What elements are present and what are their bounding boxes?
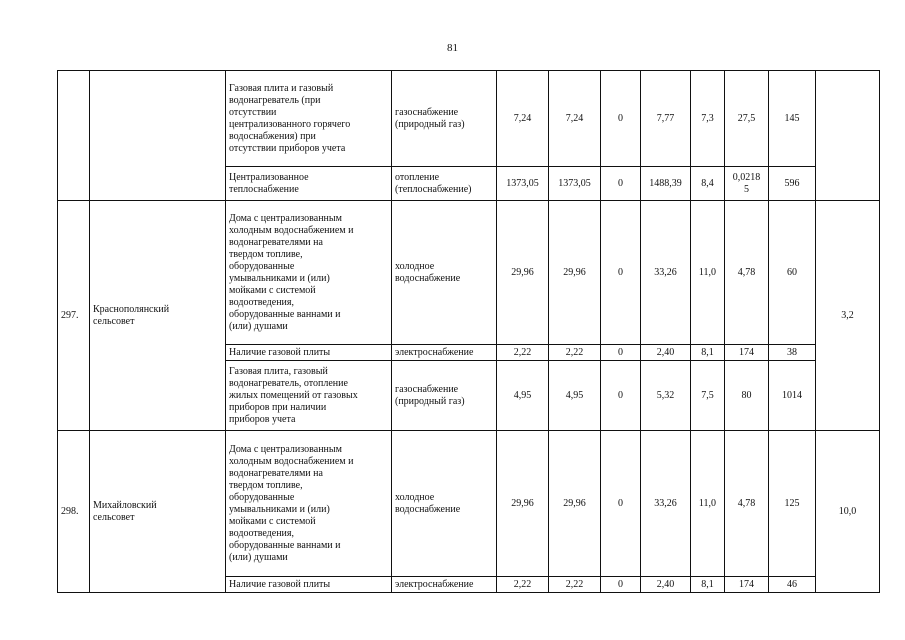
value-cell: 29,96: [549, 431, 601, 577]
utilization-description: Централизованное теплоснабжение: [226, 167, 392, 201]
value-cell: 0: [601, 167, 641, 201]
value-cell: 80: [725, 361, 769, 431]
table-row: [58, 431, 880, 577]
page-number: 81: [447, 42, 458, 54]
value-cell: 0: [601, 361, 641, 431]
value-cell: 0: [601, 201, 641, 345]
value-cell: 33,26: [641, 431, 691, 577]
value-cell: 7,3: [691, 71, 725, 167]
value-cell: 1014: [769, 361, 816, 431]
settlement-name: [90, 71, 226, 201]
value-cell: 8,1: [691, 345, 725, 361]
row-index: [58, 71, 90, 201]
value-cell: 7,77: [641, 71, 691, 167]
service-type: отопление (теплоснабжение): [392, 167, 497, 201]
value-cell: 1373,05: [497, 167, 549, 201]
settlement-name: Краснополянский сельсовет: [90, 201, 226, 431]
row-index: 298.: [58, 431, 90, 593]
service-type: электроснабжение: [392, 577, 497, 593]
service-type: газоснабжение (природный газ): [392, 361, 497, 431]
row-index: 297.: [58, 201, 90, 431]
service-type: газоснабжение (природный газ): [392, 71, 497, 167]
value-cell: 60: [769, 201, 816, 345]
tariff-table: [57, 70, 880, 593]
value-cell: 4,95: [497, 361, 549, 431]
value-cell: 0,0218 5: [725, 167, 769, 201]
value-cell: 145: [769, 71, 816, 167]
value-cell: 125: [769, 431, 816, 577]
value-cell: 174: [725, 345, 769, 361]
value-cell: 7,24: [549, 71, 601, 167]
value-cell: 5,32: [641, 361, 691, 431]
utilization-description: Дома с централизованным холодным водоснабжением и водонагревателями на твердом топливе, оборудованные умывальниками и (или) мойками с системой водоотведения, оборудованные ваннами и (или) душами: [226, 431, 392, 577]
service-type: электроснабжение: [392, 345, 497, 361]
utilization-description: Газовая плита, газовый водонагреватель, отопление жилых помещений от газовых приборов при наличии приборов учета: [226, 361, 392, 431]
value-cell: 8,4: [691, 167, 725, 201]
value-cell: 33,26: [641, 201, 691, 345]
value-cell: 596: [769, 167, 816, 201]
value-cell: 11,0: [691, 201, 725, 345]
value-cell: 2,22: [497, 345, 549, 361]
value-cell: 29,96: [497, 201, 549, 345]
value-cell: 2,22: [549, 577, 601, 593]
value-cell: 4,95: [549, 361, 601, 431]
value-cell: 11,0: [691, 431, 725, 577]
value-cell: 174: [725, 577, 769, 593]
table-row: [58, 71, 880, 167]
value-cell: 0: [601, 71, 641, 167]
value-cell: 2,22: [497, 577, 549, 593]
coefficient-cell: 3,2: [816, 201, 880, 431]
value-cell: 7,5: [691, 361, 725, 431]
value-cell: 0: [601, 577, 641, 593]
utilization-description: Газовая плита и газовый водонагреватель (при отсутствии централизованного горячего водоснабжения) при отсутствии приборов учета: [226, 71, 392, 167]
value-cell: 27,5: [725, 71, 769, 167]
value-cell: 4,78: [725, 201, 769, 345]
coefficient-cell: 10,0: [816, 431, 880, 593]
value-cell: 2,40: [641, 345, 691, 361]
value-cell: 0: [601, 345, 641, 361]
value-cell: 0: [601, 431, 641, 577]
settlement-name: Михайловский сельсовет: [90, 431, 226, 593]
value-cell: 8,1: [691, 577, 725, 593]
value-cell: 7,24: [497, 71, 549, 167]
value-cell: 29,96: [549, 201, 601, 345]
service-type: холодное водоснабжение: [392, 431, 497, 577]
utilization-description: Дома с централизованным холодным водоснабжением и водонагревателями на твердом топливе, оборудованные умывальниками и (или) мойками с системой водоотведения, оборудованные ваннами и (или) душами: [226, 201, 392, 345]
utilization-description: Наличие газовой плиты: [226, 345, 392, 361]
utilization-description: Наличие газовой плиты: [226, 577, 392, 593]
value-cell: 46: [769, 577, 816, 593]
value-cell: 4,78: [725, 431, 769, 577]
value-cell: 1488,39: [641, 167, 691, 201]
service-type: холодное водоснабжение: [392, 201, 497, 345]
table-row: [58, 201, 880, 345]
value-cell: 38: [769, 345, 816, 361]
value-cell: 29,96: [497, 431, 549, 577]
value-cell: 2,22: [549, 345, 601, 361]
coefficient-cell: [816, 71, 880, 201]
value-cell: 1373,05: [549, 167, 601, 201]
value-cell: 2,40: [641, 577, 691, 593]
